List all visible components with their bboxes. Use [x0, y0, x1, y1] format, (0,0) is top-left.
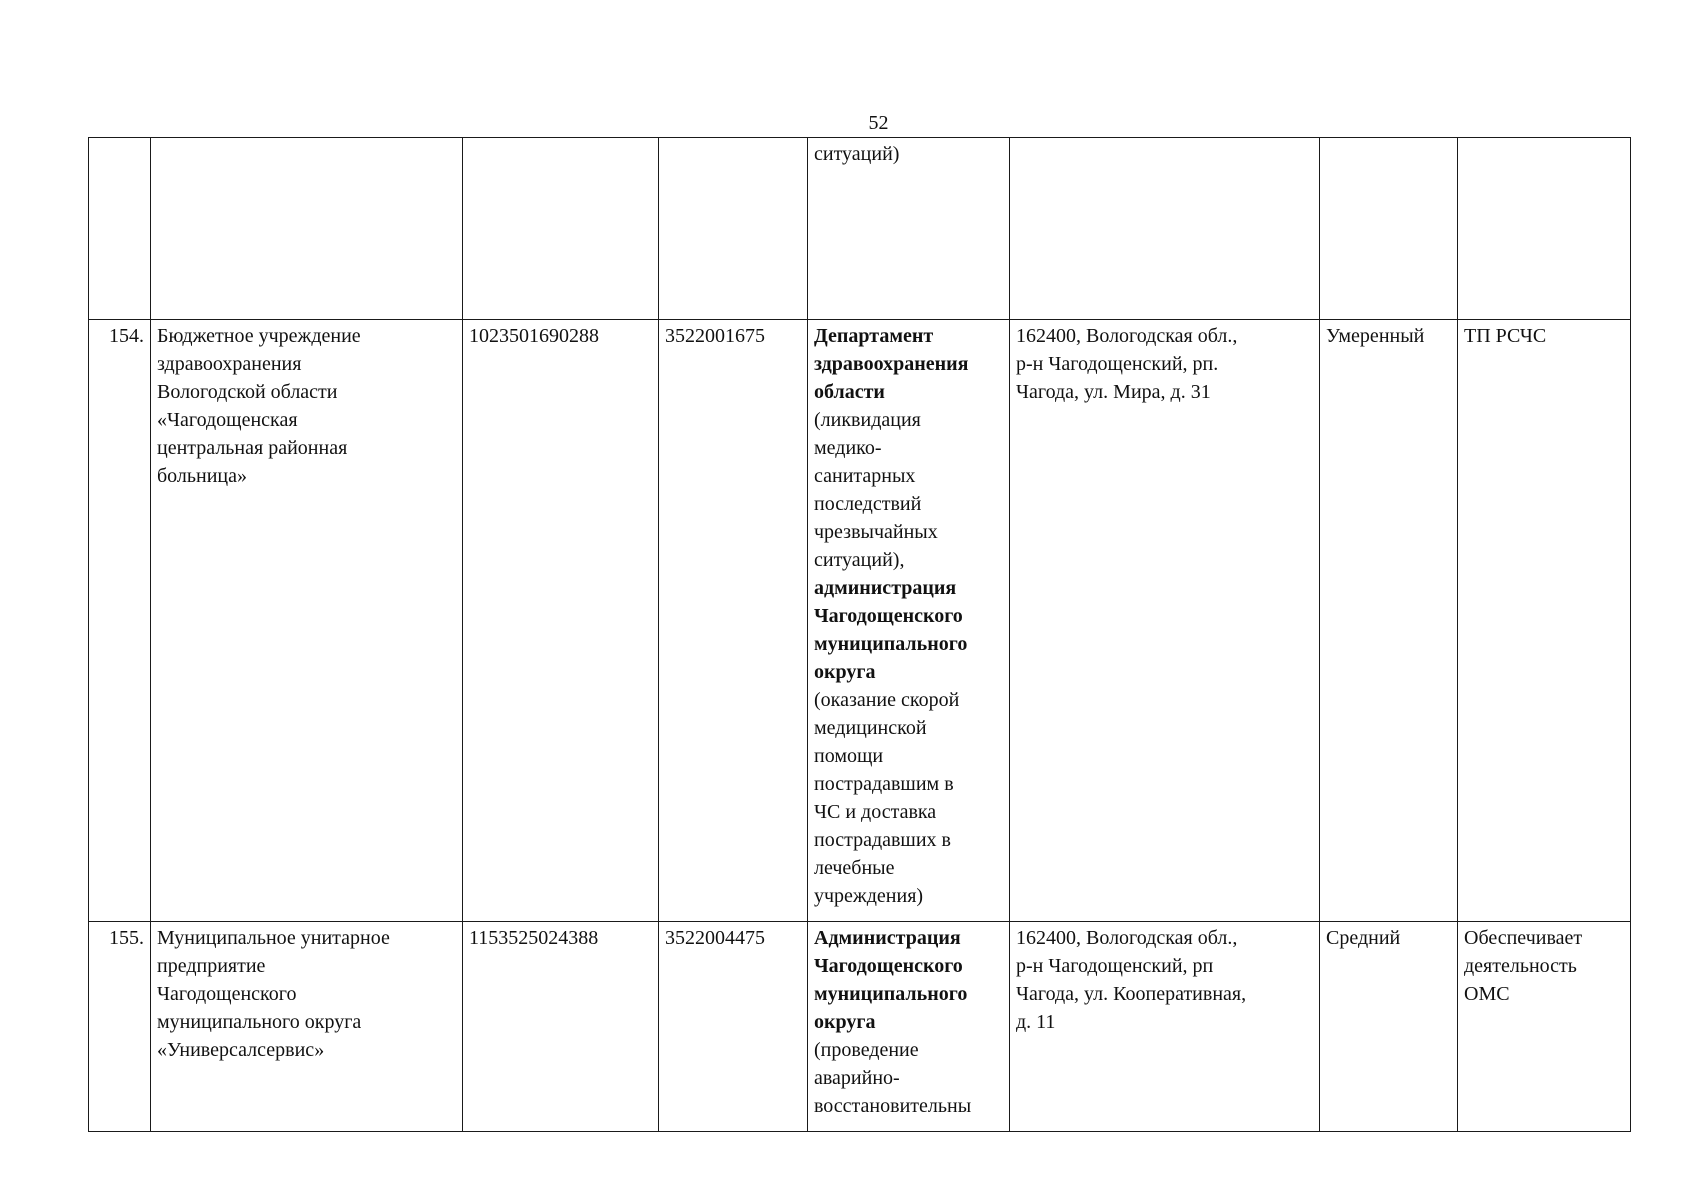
table-row — [89, 320, 1631, 922]
cell-role — [1458, 138, 1631, 320]
authority-note-line: (ликвидация — [814, 409, 921, 431]
cell-line: деятельность — [1464, 955, 1577, 977]
authority-note-line: пострадавшим в — [814, 773, 954, 795]
cell-line: муниципального округа — [157, 1011, 362, 1033]
cell-address — [1010, 320, 1320, 922]
cell-line: предприятие — [157, 955, 266, 977]
authority-name-line: Департамент — [814, 325, 934, 347]
authority-name-line: муниципального — [814, 633, 968, 655]
authority-note-line: ситуаций), — [814, 549, 905, 571]
authority-name-line: округа — [814, 1011, 876, 1033]
cell-line: Чагода, ул. Кооперативная, — [1016, 983, 1247, 1005]
authority-note-line: учреждения) — [814, 885, 924, 907]
cell-line: р-н Чагодощенский, рп — [1016, 955, 1214, 977]
authority-note-line: медико- — [814, 437, 882, 459]
authority-name-line: муниципального — [814, 983, 968, 1005]
cell-inn — [659, 138, 808, 320]
cell-address — [1010, 138, 1320, 320]
cell-line: Чагодощенского — [157, 983, 297, 1005]
cell-number: 155. — [89, 922, 151, 1132]
cell-ogrn — [463, 138, 659, 320]
organizations-table — [88, 137, 1631, 1132]
cell-inn: 3522004475 — [659, 922, 808, 1132]
authority-note-line: ситуаций) — [814, 143, 900, 165]
authority-note-line: аварийно- — [814, 1067, 900, 1089]
authority-note-line: чрезвычайных — [814, 521, 938, 543]
cell-address — [1010, 922, 1320, 1132]
cell-line: «Чагодощенская — [157, 409, 298, 431]
authority-note-line: медицинской — [814, 717, 927, 739]
cell-line: 162400, Вологодская обл., — [1016, 927, 1238, 949]
authority-name-line: администрация — [814, 577, 957, 599]
table-body — [89, 138, 1631, 1132]
cell-number: 154. — [89, 320, 151, 922]
authority-note-line: (оказание скорой — [814, 689, 960, 711]
cell-level: Средний — [1320, 922, 1458, 1132]
cell-role — [1458, 320, 1631, 922]
authority-note-line: пострадавших в — [814, 829, 951, 851]
cell-line: больница» — [157, 465, 247, 487]
authority-name-line: Администрация — [814, 927, 961, 949]
cell-number — [89, 138, 151, 320]
cell-ogrn: 1023501690288 — [463, 320, 659, 922]
cell-inn: 3522001675 — [659, 320, 808, 922]
authority-note-line: (проведение — [814, 1039, 919, 1061]
page-number: 52 — [868, 112, 889, 134]
authority-note-line: лечебные — [814, 857, 895, 879]
cell-line: Муниципальное унитарное — [157, 927, 390, 949]
cell-line: «Универсалсервис» — [157, 1039, 325, 1061]
authority-name-line: округа — [814, 661, 876, 683]
table-row — [89, 138, 1631, 320]
cell-line: д. 11 — [1016, 1011, 1056, 1033]
cell-line: ОМС — [1464, 983, 1510, 1005]
cell-line: Обеспечивает — [1464, 927, 1583, 949]
cell-authority — [808, 138, 1010, 320]
table-row — [89, 922, 1631, 1132]
authority-name-line: области — [814, 381, 885, 403]
cell-level: Умеренный — [1320, 320, 1458, 922]
authority-note-line: ЧС и доставка — [814, 801, 937, 823]
cell-organization-name — [151, 138, 463, 320]
cell-line: центральная районная — [157, 437, 348, 459]
authority-note-line: помощи — [814, 745, 884, 767]
cell-line: Чагода, ул. Мира, д. 31 — [1016, 381, 1211, 403]
cell-organization-name — [151, 320, 463, 922]
cell-authority — [808, 320, 1010, 922]
authority-note-line: санитарных — [814, 465, 916, 487]
cell-level — [1320, 138, 1458, 320]
cell-organization-name — [151, 922, 463, 1132]
cell-line: р-н Чагодощенский, рп. — [1016, 353, 1219, 375]
cell-ogrn: 1153525024388 — [463, 922, 659, 1132]
authority-note-line: последствий — [814, 493, 922, 515]
cell-authority — [808, 922, 1010, 1132]
cell-line: Бюджетное учреждение — [157, 325, 361, 347]
cell-line: Вологодской области — [157, 381, 338, 403]
authority-name-line: здравоохранения — [814, 353, 969, 375]
authority-name-line: Чагодощенского — [814, 605, 963, 627]
cell-line: 162400, Вологодская обл., — [1016, 325, 1238, 347]
authority-name-line: Чагодощенского — [814, 955, 963, 977]
cell-line: здравоохранения — [157, 353, 302, 375]
cell-line: ТП РСЧС — [1464, 325, 1547, 347]
authority-note-line: восстановительны — [814, 1095, 972, 1117]
cell-role — [1458, 922, 1631, 1132]
